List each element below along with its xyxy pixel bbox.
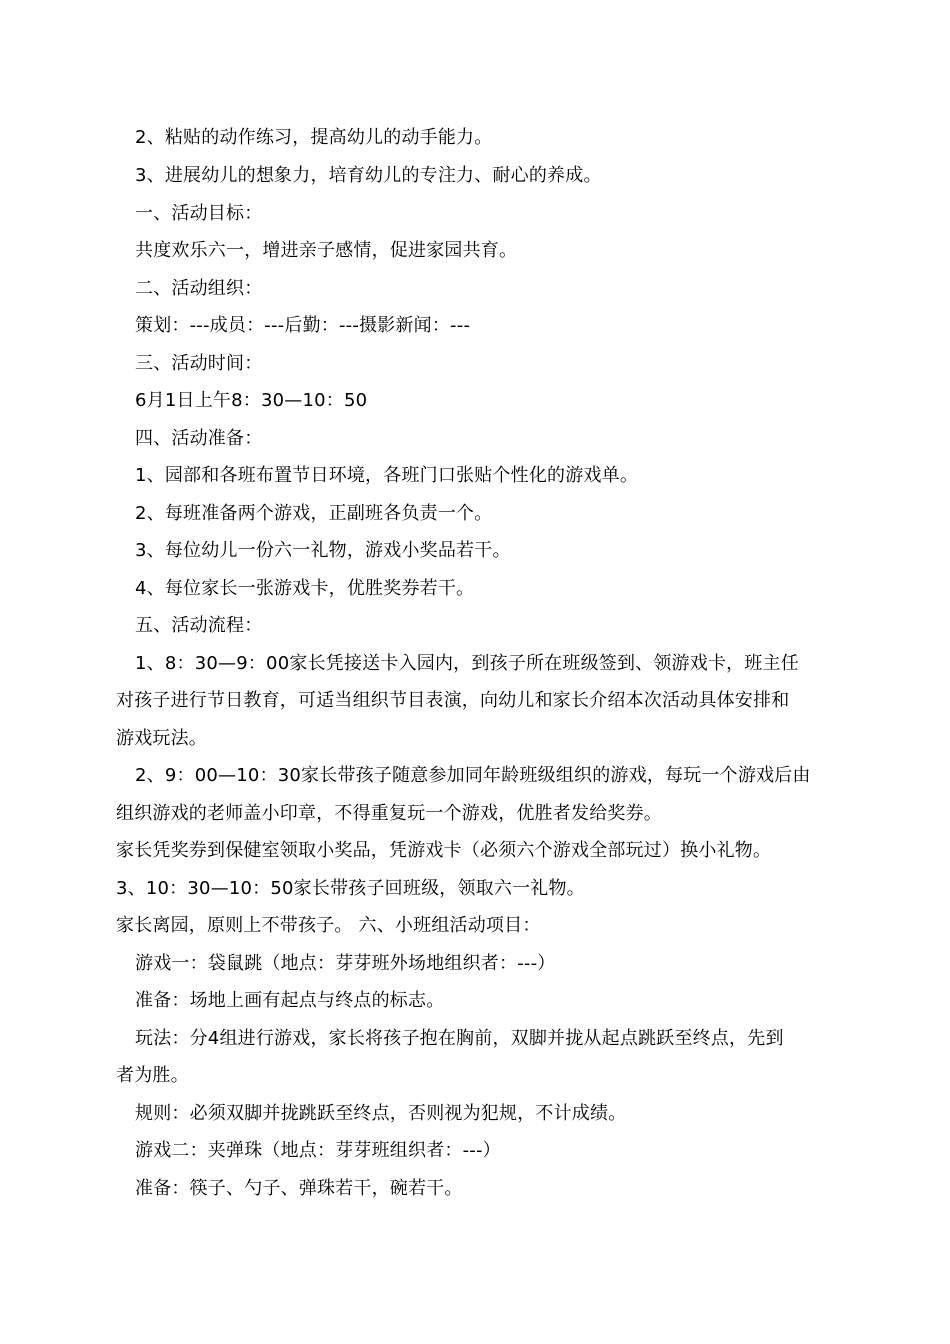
- preparation-item-3: 3、每位幼儿一份六一礼物，游戏小奖品若干。: [135, 540, 511, 561]
- game-2-preparation: 准备：筷子、勺子、弹珠若干，碗若干。: [135, 1178, 463, 1199]
- process-step-1-line-1: 1、8：30—9：00家长凭接送卡入园内，到孩子所在班级签到、领游戏卡，班主任: [135, 653, 799, 674]
- section-heading-process: 五、活动流程：: [135, 615, 263, 636]
- section-heading-goals: 一、活动目标：: [135, 203, 263, 224]
- game-1-rules: 规则：必须双脚并拢跳跃至终点，否则视为犯规，不计成绩。: [135, 1103, 627, 1124]
- game-1-preparation: 准备：场地上画有起点与终点的标志。: [135, 990, 445, 1011]
- preparation-item-4: 4、每位家长一张游戏卡，优胜奖券若干。: [135, 578, 475, 599]
- preparation-item-2: 2、每班准备两个游戏，正副班各负责一个。: [135, 503, 493, 524]
- game-1-play-line-2: 者为胜。: [116, 1065, 189, 1086]
- time-text: 6月1日上午8：30—10：50: [135, 390, 368, 411]
- game-1-play-line-1: 玩法：分4组进行游戏，家长将孩子抱在胸前，双脚并拢从起点跳跃至终点，先到: [135, 1028, 784, 1049]
- game-1-title: 游戏一：袋鼠跳（地点：芽芽班外场地组织者：---）: [135, 953, 556, 974]
- section-heading-time: 三、活动时间：: [135, 353, 263, 374]
- goals-text: 共度欢乐六一，增进亲子感情，促进家园共育。: [135, 240, 518, 261]
- process-step-1-line-2: 对孩子进行节日教育，可适当组织节目表演，向幼儿和家长介绍本次活动具体安排和: [116, 690, 790, 711]
- process-step-1-line-3: 游戏玩法。: [116, 728, 207, 749]
- objective-line-2: 2、粘贴的动作练习，提高幼儿的动手能力。: [135, 127, 493, 148]
- game-2-title: 游戏二：夹弹珠（地点：芽芽班组织者：---）: [135, 1140, 501, 1161]
- process-step-2-line-3: 家长凭奖券到保健室领取小奖品，凭游戏卡（必须六个游戏全部玩过）换小礼物。: [116, 840, 772, 861]
- section-heading-organization: 二、活动组织：: [135, 278, 263, 299]
- preparation-item-1: 1、园部和各班布置节日环境，各班门口张贴个性化的游戏单。: [135, 465, 639, 486]
- section-heading-preparation: 四、活动准备：: [135, 428, 263, 449]
- organization-text: 策划：---成员：---后勤：---摄影新闻：---: [135, 315, 471, 336]
- process-step-3: 3、10：30—10：50家长带孩子回班级，领取六一礼物。: [116, 878, 585, 899]
- process-step-2-line-1: 2、9：00—10：30家长带孩子随意参加同年龄班级组织的游戏，每玩一个游戏后由: [135, 765, 811, 786]
- objective-line-3: 3、进展幼儿的想象力，培育幼儿的专注力、耐心的养成。: [135, 165, 602, 186]
- process-end-and-section-six: 家长离园，原则上不带孩子。 六、小班组活动项目：: [116, 915, 541, 936]
- process-step-2-line-2: 组织游戏的老师盖小印章，不得重复玩一个游戏，优胜者发给奖券。: [116, 803, 662, 824]
